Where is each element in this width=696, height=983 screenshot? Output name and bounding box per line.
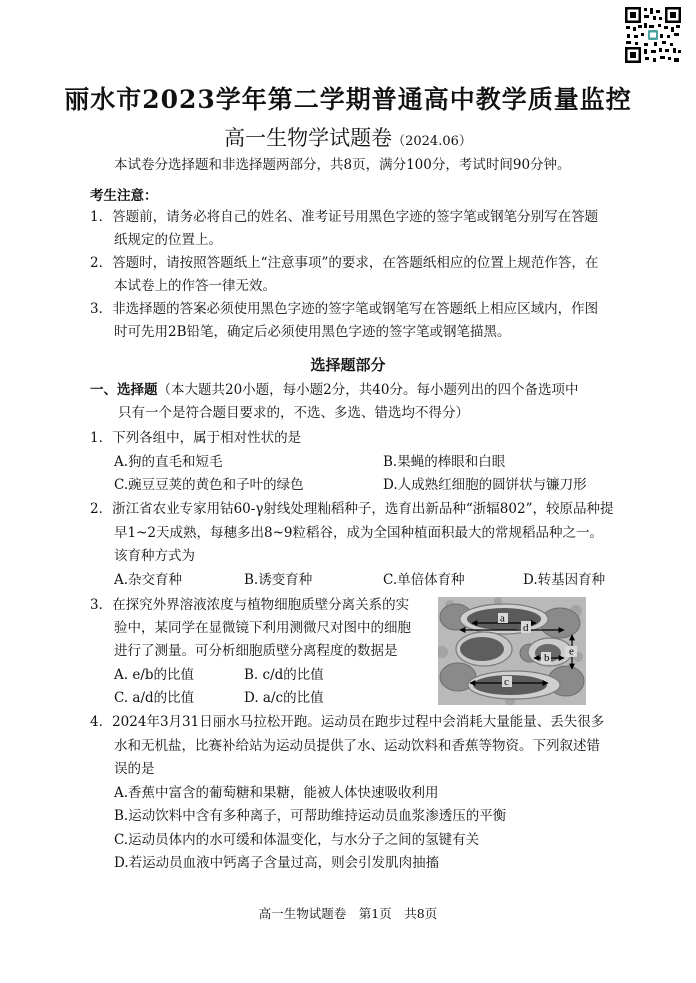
- page-footer: 高一生物试题卷 第1页 共8页: [258, 906, 438, 921]
- q2-option-c: C.单倍体育种: [383, 572, 465, 588]
- q4-stem-line3: 误的是: [114, 761, 155, 777]
- q1-option-b: B.果蝇的棒眼和白眼: [383, 454, 506, 470]
- part1-header: [90, 380, 578, 400]
- intro-text: 本试卷分选择题和非选择题两部分，共8页，满分100分，考试时间90分钟。: [114, 157, 571, 173]
- q3-stem-line3: 进行了测量。可分析细胞质壁分离程度的数据是: [114, 643, 398, 659]
- part1-desc-cont: 只有一个是符合题目要求的，不选、多选、错选均不得分）: [118, 405, 469, 421]
- q3-option-c: C. a/d的比值: [114, 690, 195, 706]
- q4-stem-line1: 4．2024年3月31日丽水马拉松开跑。运动员在跑步过程中会消耗大量能量、丢失很多: [90, 714, 605, 730]
- q3-stem-line2: 验中，某同学在显微镜下利用测微尺对图中的细胞: [114, 620, 411, 636]
- label-d: d: [523, 622, 529, 634]
- part1-desc: （本大题共20小题，每小题2分，共40分。每小题列出的四个备选项中: [157, 382, 579, 398]
- part1-label: 一、选择题: [90, 382, 158, 398]
- paper-subtitle: [0, 122, 696, 152]
- q3-option-a: A. e/b的比值: [114, 667, 195, 683]
- exam-date: （2024.06）: [392, 134, 472, 149]
- q4-stem-line2: 水和无机盐，比赛补给站为运动员提供了水、运动饮料和香蕉等物资。下列叙述错: [114, 738, 600, 754]
- q2-stem-line2: 早1~2天成熟，每穗多出8~9粒稻谷，成为全国种植面积最大的常规稻品种之一。: [114, 525, 603, 541]
- cell-micrograph: [438, 597, 586, 705]
- q1-stem: 1．下列各组中，属于相对性状的是: [90, 430, 302, 446]
- q1-option-a: A.狗的直毛和短毛: [114, 454, 223, 470]
- section-title: 选择题部分: [310, 356, 386, 374]
- q3-option-b: B. c/d的比值: [244, 667, 324, 683]
- label-a: a: [500, 612, 505, 625]
- notice-item-2-cont: 本试卷上的作答一律无效。: [114, 278, 276, 294]
- q3-option-d: D. a/c的比值: [244, 690, 324, 706]
- label-c: c: [504, 676, 509, 688]
- notice-item-2: 2．答题时，请按照答题纸上“注意事项”的要求，在答题纸相应的位置上规范作答，在: [90, 255, 599, 271]
- q4-option-c: C.运动员体内的水可缓和体温变化，与水分子之间的氢键有关: [114, 832, 480, 848]
- subject-title: 高一生物学试题卷: [224, 126, 393, 150]
- q3-stem-line1: 3．在探究外界溶液浓度与植物细胞质壁分离关系的实: [90, 597, 410, 613]
- label-e: e: [569, 645, 574, 658]
- exam-title: 丽水市2023学年第二学期普通高中教学质量监控: [64, 85, 632, 114]
- q4-option-a: A.香蕉中富含的葡萄糖和果糖，能被人体快速吸收利用: [114, 785, 439, 801]
- notice-item-3-cont: 时可先用2B铅笔，确定后必须使用黑色字迹的签字笔或钢笔描黑。: [114, 324, 511, 340]
- qr-code-icon: [624, 6, 682, 64]
- notice-item-3: 3．非选择题的答案必须使用黑色字迹的签字笔或钢笔写在答题纸上相应区域内，作图: [90, 301, 599, 317]
- q1-option-d: D.人成熟红细胞的圆饼状与镰刀形: [383, 477, 587, 493]
- notice-heading: 考生注意：: [90, 188, 158, 204]
- q2-stem-line1: 2．浙江省农业专家用钴60-γ射线处理籼稻种子，选育出新品种“浙辐802”，较原品种提: [90, 501, 614, 517]
- q2-option-b: B.诱变育种: [244, 572, 313, 588]
- q1-option-c: C.豌豆豆荚的黄色和子叶的绿色: [114, 477, 304, 493]
- q2-stem-line3: 该育种方式为: [114, 548, 195, 564]
- q2-option-d: D.转基因育种: [523, 572, 606, 588]
- q4-option-d: D.若运动员血液中钙离子含量过高，则会引发肌肉抽搐: [114, 855, 440, 871]
- q4-option-b: B.运动饮料中含有多种离子，可帮助维持运动员血浆渗透压的平衡: [114, 808, 507, 824]
- notice-item-1-cont: 纸规定的位置上。: [114, 232, 222, 248]
- label-b: b: [544, 652, 550, 664]
- q2-option-a: A.杂交育种: [114, 572, 183, 588]
- notice-item-1: 1．答题前，请务必将自己的姓名、准考证号用黑色字迹的签字笔或钢笔分别写在答题: [90, 209, 599, 225]
